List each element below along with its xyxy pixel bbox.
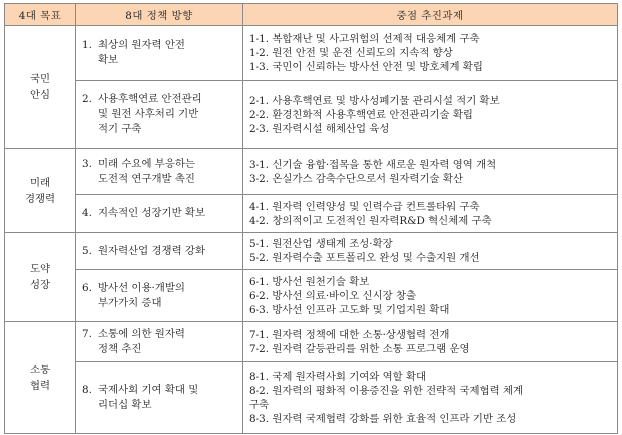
direction-cell [76,26,243,81]
goal-cell [5,233,76,322]
table-row [5,233,618,270]
direction-number: 8. [82,383,92,396]
direction-cell [76,362,243,434]
table-row [5,81,618,149]
tasks-cell [243,322,618,362]
task-item: 8-1. 국제 원자력사회 기여와 역할 확대 [249,370,427,383]
direction-text: 원자력산업 경쟁력 강화 [98,244,205,257]
task-item: 8-3. 원자력 국제협력 강화를 위한 효율적 인프라 기반 조성 [249,412,517,425]
table-row [5,26,618,81]
table-row [5,195,618,233]
header-tasks: 중점 추진과제 [243,4,618,26]
header-goals: 4대 목표 [5,4,76,26]
direction-number: 7. [82,327,92,340]
direction-cell [76,233,243,270]
tasks-cell [243,149,618,195]
task-item: 2-1. 사용후핵연료 및 방사성폐기물 관리시설 적기 확보 [249,94,500,107]
table-row [5,322,618,362]
task-item: 2-2. 환경친화적 사용후핵연료 안전관리기술 확립 [249,108,473,121]
tasks-cell [243,26,618,81]
direction-number: 3. [82,157,92,170]
task-item: 6-2. 방사선 의료·바이오 신시장 창출 [249,289,417,302]
task-item: 5-1. 원전산업 생태계 조성·확장 [249,238,393,250]
direction-number: 1. [82,39,92,51]
task-item: 2-3. 원자력시설 해체산업 육성 [249,122,390,135]
direction-cell [76,322,243,362]
direction-number: 6. [82,281,92,294]
task-item: 4-2. 창의적이고 도전적인 원자력R&D 혁신체제 구축 [249,214,492,227]
tasks-cell [243,233,618,270]
task-item: 7-1. 원자력 정책에 대한 소통·상생협력 전개 [249,328,450,341]
direction-cell [76,270,243,322]
tasks-cell [243,195,618,233]
table-row [5,362,618,434]
goal-cell [5,322,76,434]
task-item: 8-2. 원자력의 평화적 이용증진을 위한 전략적 국제협력 체계 구축 [249,384,524,411]
goal-label: 소통 협력 [29,363,51,392]
goal-cell [5,26,76,149]
direction-cell [76,195,243,233]
task-item: 3-2. 온실가스 감축수단으로서 원자력기술 확산 [249,172,463,185]
direction-text: 방사선 이용·개발의 부가가치 증대 [98,281,185,309]
goal-label: 국민 안심 [29,73,51,101]
task-item: 1-3. 국민이 신뢰하는 방사선 안전 및 방호체계 확립 [249,61,483,73]
goal-label: 도약 성장 [29,263,51,291]
direction-text: 소통에 의한 원자력 정책 추진 [98,327,185,355]
table-row [5,149,618,195]
direction-text: 국제사회 기여 확대 및 리더십 확보 [98,383,199,411]
tasks-cell [243,362,618,434]
direction-number: 5. [82,244,92,257]
direction-text: 지속적인 성장기반 확보 [98,207,205,219]
direction-number: 2. [82,93,92,105]
table-row [5,270,618,322]
policy-table-container [4,3,618,434]
direction-cell [76,149,243,195]
header-directions: 8대 정책 방향 [76,4,243,26]
policy-table [4,3,618,434]
goal-cell [5,149,76,233]
task-item: 1-1. 복합재난 및 사고위험의 선제적 대응체계 구축 [249,33,480,45]
goal-label: 미래 경쟁력 [24,176,56,205]
direction-text: 최상의 원자력 안전 확보 [98,39,185,66]
task-item: 6-3. 방사선 인프라 고도화 및 기업지원 확대 [249,303,450,316]
task-item: 5-2. 원자력수출 포트폴리오 완성 및 수출지원 개선 [249,252,480,264]
direction-number: 4. [82,207,92,219]
header-row [5,4,618,26]
direction-text: 미래 수요에 부응하는 도전적 연구개발 촉진 [98,157,195,185]
task-item: 3-1. 신기술 융합·접목을 통한 새로운 원자력 영역 개척 [249,158,497,171]
task-item: 6-1. 방사선 원천기술 확보 [249,275,370,288]
direction-cell [76,81,243,149]
task-item: 7-2. 원자력 갈등관리를 위한 소통 프로그램 운영 [249,342,470,355]
direction-text: 사용후핵연료 안전관리 및 원전 사후처리 기반 적기 구축 [98,93,202,135]
task-item: 1-2. 원전 안전 및 운전 신뢰도의 지속적 향상 [249,47,453,59]
task-item: 4-1. 원자력 인력양성 및 인력수급 컨트롤타워 구축 [249,200,480,213]
tasks-cell [243,270,618,322]
tasks-cell [243,81,618,149]
